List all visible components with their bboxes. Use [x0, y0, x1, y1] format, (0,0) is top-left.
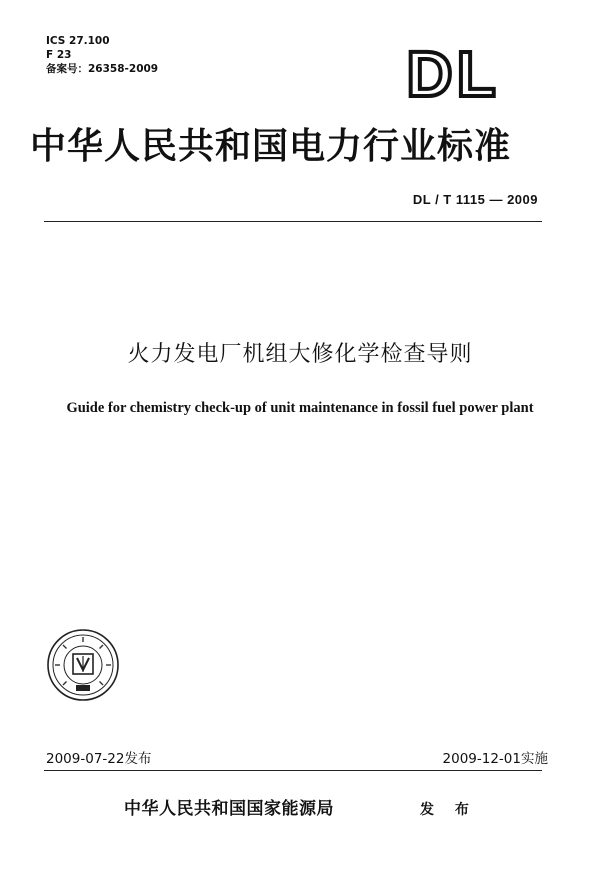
classification-code: F 23: [46, 49, 72, 61]
footer-divider: [44, 770, 542, 771]
dl-logo-text: DL: [406, 44, 500, 102]
release-date: 2009-07-22发布: [46, 751, 152, 767]
document-title-chinese: 火力发电厂机组大修化学检查导则: [127, 342, 473, 367]
document-title-english: Guide for chemistry check-up of unit maintenance in fossil fuel power plant: [66, 400, 534, 416]
ics-code: ICS 27.100: [46, 35, 110, 47]
header-divider: [44, 221, 542, 222]
standard-number: DL / T 1115 — 2009: [412, 192, 538, 207]
record-number: 备案号：26358-2009: [46, 63, 159, 75]
publisher-name: 中华人民共和国国家能源局: [124, 799, 334, 819]
publisher-seal-icon: [46, 628, 120, 702]
publish-label: 发 布: [420, 802, 477, 818]
implementation-date: 2009-12-01实施: [442, 751, 548, 767]
dl-logo: [399, 44, 507, 102]
standard-category-title: 中华人民共和国电力行业标准: [30, 125, 512, 167]
